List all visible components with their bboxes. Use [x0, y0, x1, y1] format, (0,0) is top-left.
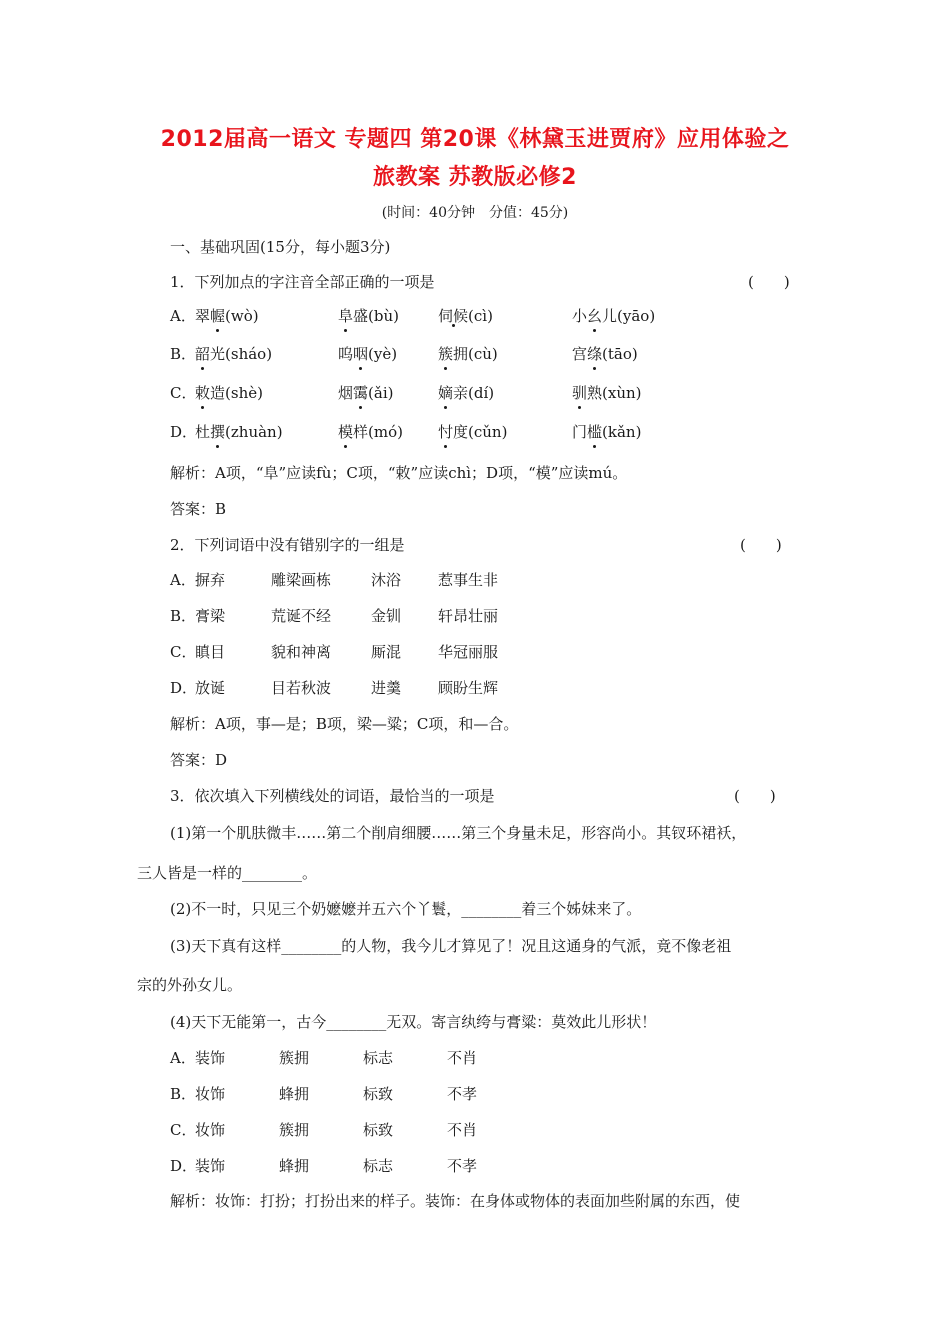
question-2-stem: 2．下列词语中没有错别字的一组是 [170, 536, 405, 554]
dotted-character: 簇 [438, 345, 454, 363]
question-3-option-word: 簇拥 [279, 1049, 310, 1067]
question-1-option-label: C． [170, 384, 197, 402]
dotted-character: 绦 [587, 345, 603, 363]
question-1-option-item [195, 421, 283, 442]
question-2-option-word: 雕梁画栋 [271, 571, 332, 589]
question-2-analysis: 解析：A项，事—是；B项，梁—粱；C项，和—合。 [170, 715, 519, 733]
question-3-option-label: D． [170, 1157, 198, 1175]
question-3-option-word: 标志 [363, 1157, 394, 1175]
option-text: (yè) [368, 345, 398, 363]
question-1-option-item [438, 382, 494, 403]
option-text: 候(cì) [453, 307, 493, 325]
option-text: (ǎi) [368, 384, 394, 402]
dotted-character: 撰 [210, 423, 226, 441]
option-text: (wò) [225, 307, 259, 325]
option-text: 翠 [195, 307, 211, 325]
section-heading: 一、基础巩固(15分，每小题3分) [170, 238, 391, 256]
dotted-character: 模 [338, 423, 354, 441]
dotted-character: 敕 [195, 384, 211, 402]
question-1-option-item [438, 421, 507, 442]
option-text: 度(cǔn) [453, 423, 508, 441]
option-text: 盛(bù) [353, 307, 399, 325]
question-2-option-word: 顾盼生辉 [438, 679, 499, 697]
question-1-option-label: A． [170, 307, 196, 325]
question-2-option-word: 放诞 [195, 679, 226, 697]
question-3-option-label: B． [170, 1085, 197, 1103]
option-text: 造(shè) [210, 384, 263, 402]
option-text: 儿(yāo) [602, 307, 656, 325]
question-3-option-label: C． [170, 1121, 197, 1139]
question-2-option-word: 进羹 [371, 679, 402, 697]
question-3-passage-4: (4)天下无能第一，古今________无双。寄言纨绔与膏粱：莫效此儿形状！ [170, 1013, 657, 1031]
question-1-option-item [572, 382, 642, 403]
question-3-passage-1b: 三人皆是一样的________。 [137, 864, 318, 882]
question-1-option-item [195, 382, 263, 403]
question-2-option-word: 摒弃 [195, 571, 226, 589]
option-text: 亲(dí) [453, 384, 495, 402]
question-2-option-word: 荒诞不经 [271, 607, 332, 625]
option-text: 小 [572, 307, 588, 325]
question-1-stem: 1．下列加点的字注音全部正确的一项是 [170, 273, 435, 291]
option-text: 拥(cù) [453, 345, 498, 363]
question-3-option-word: 蜂拥 [279, 1157, 310, 1175]
option-text: 熟(xùn) [587, 384, 642, 402]
question-2-option-label: C． [170, 643, 197, 661]
question-2-option-word: 貌和神离 [271, 643, 332, 661]
question-3-option-word: 妆饰 [195, 1121, 226, 1139]
question-3-passage-2: (2)不一时，只见三个奶嬷嬷并五六个丫鬟，________着三个姊妹来了。 [170, 900, 642, 918]
question-2-option-word: 瞋目 [195, 643, 226, 661]
question-3-option-word: 不孝 [447, 1085, 478, 1103]
question-1-option-item [195, 305, 259, 326]
question-2-answer-blank: ( ) [740, 536, 782, 554]
question-3-option-word: 标致 [363, 1085, 394, 1103]
option-text: 杜 [195, 423, 211, 441]
question-2-option-word: 惹事生非 [438, 571, 499, 589]
question-1-option-item [572, 305, 655, 326]
question-3-option-word: 不肖 [447, 1121, 478, 1139]
dotted-character: 嫡 [438, 384, 454, 402]
option-text: 光(sháo) [210, 345, 273, 363]
option-text: 样(mó) [353, 423, 403, 441]
question-1-option-item [438, 305, 493, 326]
option-text: (zhuàn) [225, 423, 283, 441]
question-3-passage-1a: (1)第一个肌肤微丰……第二个削肩细腰……第三个身量未足，形容尚小。其钗环裙袄， [170, 824, 747, 842]
question-3-stem: 3．依次填入下列横线处的词语，最恰当的一项是 [170, 787, 495, 805]
question-2-option-word: 目若秋波 [271, 679, 332, 697]
question-3-passage-3b: 宗的外孙女儿。 [137, 976, 243, 994]
question-1-option-item [338, 343, 397, 364]
question-2-option-word: 厮混 [371, 643, 402, 661]
question-3-option-word: 装饰 [195, 1049, 226, 1067]
question-1-option-item [195, 343, 272, 364]
question-2-option-label: A． [170, 571, 196, 589]
question-1-option-item [338, 305, 399, 326]
question-3-passage-3a: (3)天下真有这样________的人物，我今儿才算见了！况且这通身的气派，竟不像老祖 [170, 937, 732, 955]
question-1-option-item [572, 421, 641, 442]
time-score-info: (时间：40分钟 分值：45分) [381, 205, 569, 221]
question-1-answer: 答案：B [170, 500, 227, 518]
question-3-option-label: A． [170, 1049, 196, 1067]
question-1-option-label: D． [170, 423, 198, 441]
option-text: 宫 [572, 345, 588, 363]
option-text: 门 [572, 423, 588, 441]
dotted-character: 咽 [353, 345, 369, 363]
question-3-option-word: 标志 [363, 1049, 394, 1067]
question-2-option-word: 金钏 [371, 607, 402, 625]
question-2-option-label: D． [170, 679, 198, 697]
question-2-option-word: 膏梁 [195, 607, 226, 625]
question-1-option-label: B． [170, 345, 197, 363]
option-text: (tāo) [602, 345, 638, 363]
dotted-character: 幄 [210, 307, 226, 325]
question-3-option-word: 簇拥 [279, 1121, 310, 1139]
dotted-character: 霭 [353, 384, 369, 402]
option-text: (kǎn) [602, 423, 642, 441]
question-3-option-word: 装饰 [195, 1157, 226, 1175]
dotted-character: 槛 [587, 423, 603, 441]
question-1-answer-blank: ( ) [748, 273, 790, 291]
option-text: 伺 [438, 307, 454, 325]
question-3-option-word: 蜂拥 [279, 1085, 310, 1103]
question-1-option-item [438, 343, 498, 364]
option-text: 烟 [338, 384, 354, 402]
question-1-option-item [338, 421, 403, 442]
question-3-option-word: 妆饰 [195, 1085, 226, 1103]
question-3-option-word: 标致 [363, 1121, 394, 1139]
document-title-line-2: 旅教案 苏教版必修2 [373, 165, 577, 190]
question-2-option-word: 华冠丽服 [438, 643, 499, 661]
question-3-answer-blank: ( ) [734, 787, 776, 805]
dotted-character: 阜 [338, 307, 354, 325]
question-3-option-word: 不孝 [447, 1157, 478, 1175]
question-3-option-word: 不肖 [447, 1049, 478, 1067]
question-1-option-item [572, 343, 638, 364]
question-1-option-item [338, 382, 393, 403]
question-2-option-word: 轩昂壮丽 [438, 607, 499, 625]
dotted-character: 幺 [587, 307, 603, 325]
dotted-character: 忖 [438, 423, 454, 441]
dotted-character: 韶 [195, 345, 211, 363]
question-2-answer: 答案：D [170, 751, 228, 769]
document-title-line-1: 2012届高一语文 专题四 第20课《林黛玉进贾府》应用体验之 [160, 127, 790, 152]
option-text: 呜 [338, 345, 354, 363]
question-1-analysis: 解析：A项，“阜”应读fù；C项，“敕”应读chì；D项，“模”应读mú。 [170, 464, 628, 482]
question-2-option-label: B． [170, 607, 197, 625]
question-2-option-word: 沐浴 [371, 571, 402, 589]
question-3-analysis: 解析：妆饰：打扮；打扮出来的样子。装饰：在身体或物体的表面加些附属的东西，使 [170, 1192, 741, 1210]
dotted-character: 驯 [572, 384, 588, 402]
